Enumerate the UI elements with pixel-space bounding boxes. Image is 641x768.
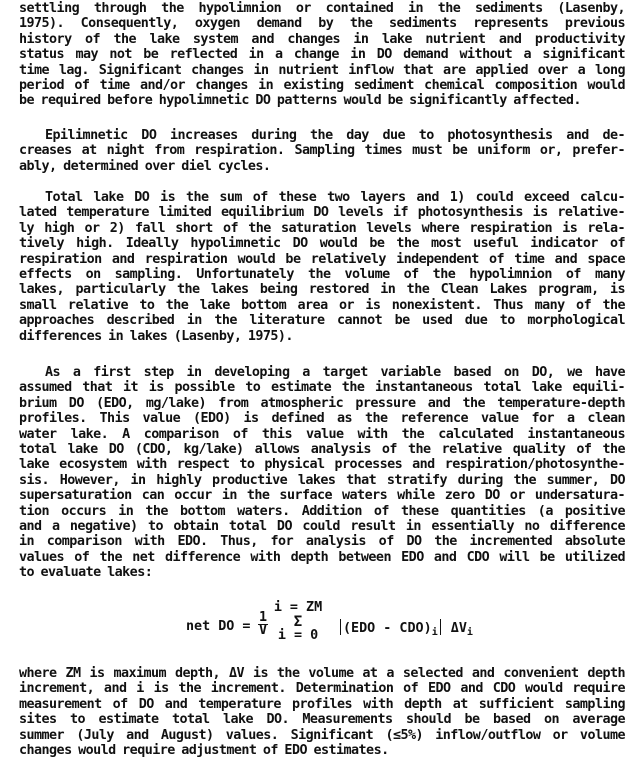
text-line: summer (July and August) values. Significant (≤5%) inflow/outflow or volume (19, 727, 625, 743)
paragraph-target-variable (19, 365, 625, 581)
text-line: settling through the hypolimnion or contained in the sediments (Lasenby, (19, 1, 625, 16)
summation-upper-limit: i = ZM (273, 600, 323, 615)
text-line: brium DO (EDO, mg/lake) from atmospheric pressure and the temperature-depth (19, 395, 625, 411)
text-line: to evaluate lakes: (19, 565, 153, 581)
sigma-symbol: Σ (293, 614, 303, 630)
text-line (19, 128, 625, 143)
text-line: ably, determined over diel cycles. (19, 158, 271, 174)
text-line: sis. However, in highly productive lakes that stratify during the summer, DO (19, 472, 625, 488)
equation-delta: ΔV (450, 621, 467, 636)
text-line: tively high. Ideally hypolimnetic DO would be the most useful indicator of (19, 236, 625, 252)
equation-body (338, 619, 473, 640)
summation-lower-limit: i = 0 (277, 628, 319, 643)
text-line-content: Epilimnetic DO increases during the day due to photosynthesis and de- (45, 128, 625, 143)
text-line: values of the net difference with depth between EDO and CDO will be utilized (19, 549, 625, 565)
paragraph-equation-definitions (19, 666, 625, 758)
text-line-content: As a first step in developing a target variable based on DO, we have (45, 365, 625, 380)
summation (268, 601, 328, 643)
text-line (19, 190, 625, 205)
text-line: where ZM is maximum depth, ΔV is the volume at a selected and convenient depth (19, 666, 625, 681)
text-line: supersaturation can occur in the surface waters while zero DO or undersatura- (19, 488, 625, 504)
text-line: and a negative) to obtain total DO could result in essentially no difference (19, 519, 625, 535)
absolute-bar-right (440, 619, 441, 635)
paragraph-hypolimnion-sediments (19, 1, 625, 109)
text-line: effects on sampling. Unfortunately the volume of the hypolimnion of many (19, 267, 625, 283)
text-line: profiles. This value (EDO) is defined as the reference value for a clean (19, 411, 625, 427)
text-line: assumed that it is possible to estimate the instantaneous total lake equili- (19, 380, 625, 396)
text-line: small relative to the lake bottom area or is nonexistent. Thus many of the (19, 297, 625, 313)
text-line: increment, and i is the increment. Determination of EDO and CDO would require (19, 681, 625, 697)
equation-lhs: net DO = (186, 619, 251, 634)
text-line: ly high or 2) fall short of the saturation levels where respiration is rela- (19, 220, 625, 236)
text-line: tion occurs in the bottom waters. Addition of these quantities (a positive (19, 503, 625, 519)
equation-term-subscript: i (431, 627, 438, 638)
text-line: lake ecosystem with respect to physical processes and respiration/photosynthe- (19, 457, 625, 473)
text-line: differences in lakes (Lasenby, 1975). (19, 328, 293, 344)
text-line: lakes, particularly the lakes being restored in the Clean Lakes program, is (19, 282, 625, 298)
paragraph-total-lake-do (19, 190, 625, 344)
text-line: changes would require adjustment of EDO estimates. (19, 743, 389, 759)
text-line-content: Total lake DO is the sum of these two layers and 1) could exceed calcu- (45, 190, 625, 205)
text-line: sites to estimate total lake DO. Measurements should be based on average (19, 712, 625, 728)
fraction-denominator: V (258, 623, 268, 638)
text-line: history of the lake system and changes in lake nutrient and productivity (19, 31, 625, 47)
paragraph-epilimnetic-do (19, 128, 625, 174)
text-line: 1975). Consequently, oxygen demand by the sediments represents previous (19, 16, 625, 32)
equation-term: (EDO - CDO) (343, 621, 432, 636)
text-line: in comparison with EDO. Thus, for analysis of DO the incremented absolute (19, 534, 625, 550)
text-line: time lag. Significant changes in nutrient inflow that are applied over a long (19, 62, 625, 78)
text-line: be required before hypolimnetic DO patterns would be significantly affected. (19, 93, 581, 109)
equation-delta-subscript: i (466, 627, 473, 638)
text-line: lated temperature limited equilibrium DO levels if photosynthesis is relative- (19, 205, 625, 221)
net-do-equation (186, 601, 546, 649)
text-line (19, 365, 625, 380)
fraction-numerator: 1 (258, 610, 268, 625)
equation-fraction (258, 612, 268, 637)
text-line: period of time and/or changes in existing sediment chemical composition would (19, 78, 625, 94)
text-line: status may not be reflected in a change in DO demand without a significant (19, 47, 625, 63)
text-line: measurement of DO and temperature profiles with depth at sufficient sampling (19, 696, 625, 712)
text-line: water lake. A comparison of this value with the calculated instantaneous (19, 426, 625, 442)
text-line: total lake DO (CDO, kg/lake) allows analysis of the relative quality of the (19, 442, 625, 458)
absolute-bar-left (340, 619, 341, 635)
text-line: creases at night from respiration. Sampling times must be uniform or, prefer- (19, 143, 625, 159)
text-line: respiration and respiration would be relatively independent of time and space (19, 251, 625, 267)
text-line: approaches described in the literature cannot be used due to morphological (19, 313, 625, 329)
